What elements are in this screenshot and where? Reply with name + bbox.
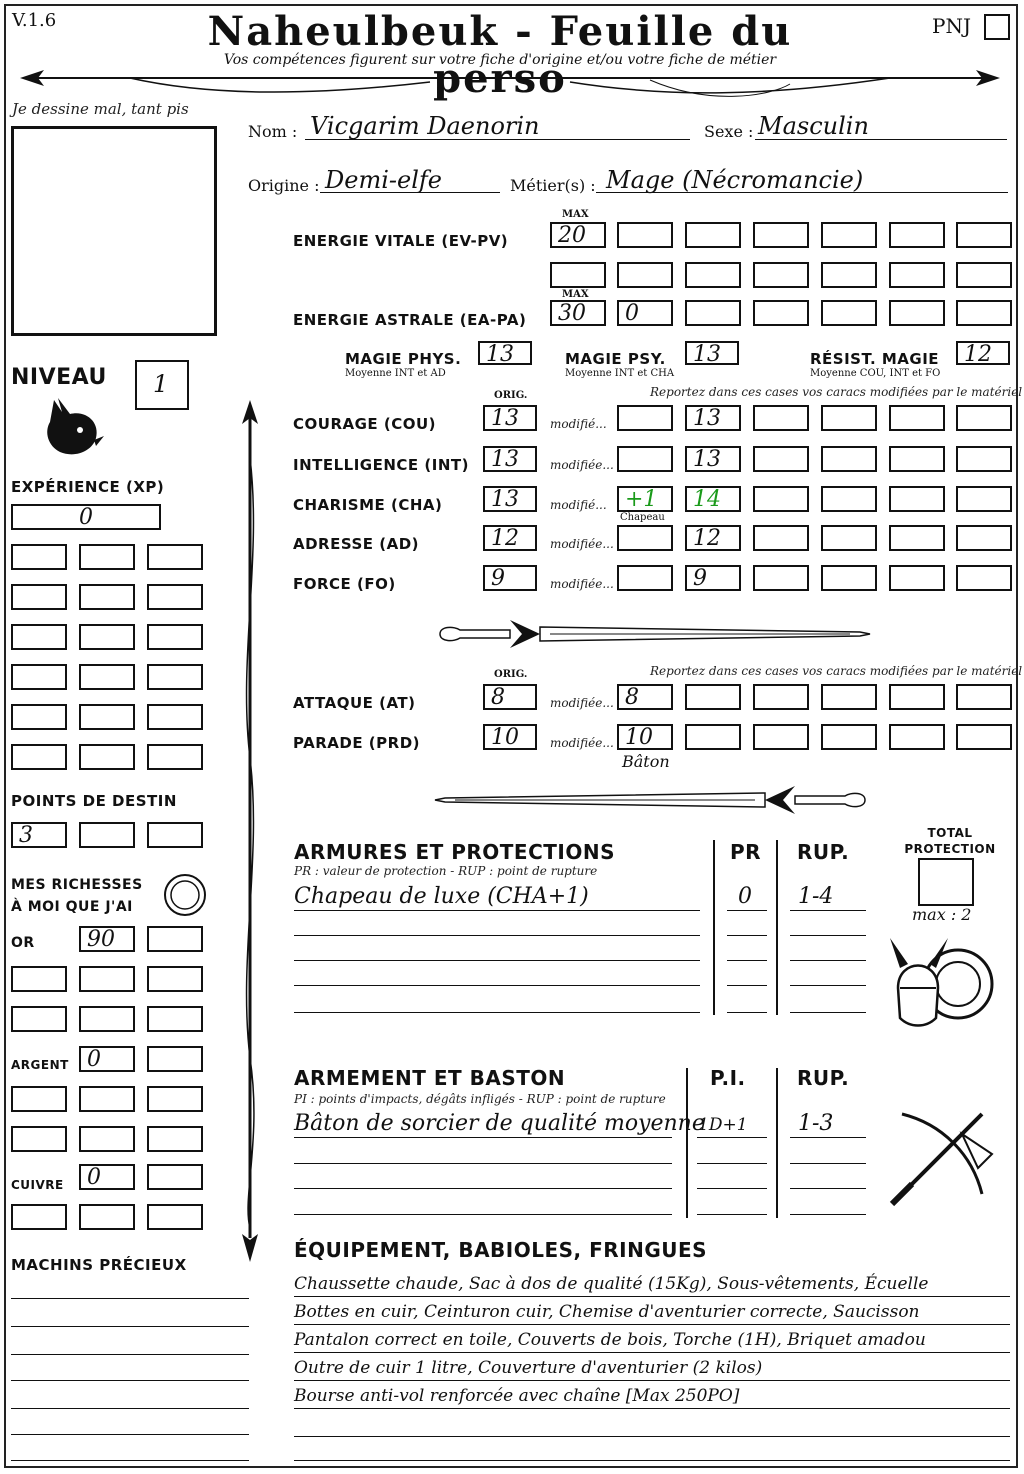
cuivre-box-2[interactable] (147, 1164, 203, 1190)
armures-subtitle: PR : valeur de protection - RUP : point de rupture (294, 864, 598, 878)
combat-report-note: Reportez dans ces cases vos caracs modifiées par le matériel (650, 664, 1023, 678)
combat-box[interactable] (821, 724, 877, 750)
armure-line[interactable] (294, 960, 700, 961)
ea-label: ENERGIE ASTRALE (EA-PA) (293, 311, 527, 329)
or-label: OR (11, 935, 35, 951)
argent-grid-box[interactable] (79, 1126, 135, 1152)
or-grid-box[interactable] (79, 1006, 135, 1032)
combat-label: ATTAQUE (AT) (293, 694, 416, 712)
stat-label: CHARISME (CHA) (293, 496, 443, 514)
ev-box[interactable] (889, 262, 945, 288)
ea-box[interactable] (889, 300, 945, 326)
ev-box[interactable] (617, 262, 673, 288)
stat-box[interactable] (956, 486, 1012, 512)
ev-box[interactable] (550, 262, 606, 288)
page-subtitle: Vos compétences figurent sur votre fiche d'origine et/ou votre fiche de métier (223, 52, 777, 68)
xp-box[interactable] (147, 624, 203, 650)
combat-box[interactable] (889, 684, 945, 710)
arme-rup-line[interactable] (790, 1214, 866, 1215)
ev-max-box[interactable]: 20 (550, 222, 606, 248)
stat-orig-box[interactable]: 13 (483, 405, 537, 431)
stat-box[interactable] (956, 525, 1012, 551)
sexe-value[interactable]: Masculin (758, 112, 869, 140)
destin-box-3[interactable] (147, 822, 203, 848)
ev-max-label: MAX (562, 209, 589, 220)
equipement-line[interactable] (294, 1408, 1010, 1409)
stat-mod-label: modifié... (550, 498, 607, 512)
arme-pi-line[interactable] (697, 1214, 767, 1215)
equipement-line[interactable] (294, 1460, 1010, 1461)
machins-line[interactable] (11, 1326, 249, 1327)
machins-line[interactable] (11, 1434, 249, 1435)
combat-value-box[interactable]: 8 (617, 684, 673, 710)
arme-line[interactable] (294, 1188, 672, 1189)
armure-pr-line[interactable] (727, 1012, 767, 1013)
ea-box[interactable] (956, 300, 1012, 326)
combat-label: PARADE (PRD) (293, 734, 421, 752)
cuivre-label: CUIVRE (11, 1178, 64, 1192)
arme-pi[interactable]: 1D+1 (698, 1115, 748, 1135)
armure-rup-line[interactable] (790, 960, 866, 961)
cuivre-grid-box[interactable] (79, 1204, 135, 1230)
ev-box[interactable] (685, 262, 741, 288)
xp-box[interactable] (79, 544, 135, 570)
pnj-label: PNJ (932, 14, 971, 38)
armement-rup-header: RUP. (797, 1066, 850, 1090)
arme-line[interactable] (294, 1214, 672, 1215)
armure-line[interactable] (294, 910, 700, 911)
armement-divider-1 (686, 1068, 688, 1218)
nom-label: Nom : (248, 122, 298, 141)
combat-box[interactable] (753, 724, 809, 750)
sword-ornament (430, 612, 875, 656)
armure-name[interactable]: Chapeau de luxe (CHA+1) (294, 884, 589, 909)
resist-magie-label: RÉSIST. MAGIE (810, 350, 940, 368)
top-arrow-ornament (10, 66, 1010, 100)
metier-value[interactable]: Mage (Nécromancie) (606, 166, 864, 194)
stat-orig-box[interactable]: 13 (483, 486, 537, 512)
sexe-line (755, 139, 1007, 140)
arme-rup[interactable]: 1-3 (798, 1111, 834, 1136)
experience-box[interactable]: 0 (11, 504, 161, 530)
machins-line[interactable] (11, 1460, 249, 1461)
armement-divider-2 (776, 1068, 778, 1218)
stat-box[interactable] (889, 446, 945, 472)
combat-mod-label: modifiée... (550, 696, 614, 710)
combat-orig-box[interactable]: 8 (483, 684, 537, 710)
ev-box[interactable] (956, 262, 1012, 288)
magie-psy-sub: Moyenne INT et CHA (565, 368, 675, 379)
niveau-box[interactable]: 1 (135, 360, 189, 410)
cuivre-box[interactable]: 0 (79, 1164, 135, 1190)
stat-box[interactable] (753, 446, 809, 472)
armure-line[interactable] (294, 1012, 700, 1013)
stat-note: Chapeau (620, 512, 665, 523)
equipement-line[interactable] (294, 1380, 1010, 1381)
xp-box[interactable] (79, 664, 135, 690)
ea-current-box[interactable]: 0 (617, 300, 673, 326)
stat-box[interactable] (821, 446, 877, 472)
total-protection-label-2: PROTECTION (904, 842, 996, 856)
armure-pr-line[interactable] (727, 960, 767, 961)
arme-pi-line[interactable] (697, 1163, 767, 1164)
portrait-box[interactable] (11, 126, 217, 336)
stat-box[interactable] (956, 405, 1012, 431)
equipement-line[interactable] (294, 1324, 1010, 1325)
stat-box[interactable] (753, 486, 809, 512)
stat-value-box[interactable]: 14 (685, 486, 741, 512)
ev-box[interactable] (753, 222, 809, 248)
stat-box[interactable] (821, 486, 877, 512)
combat-box[interactable] (956, 724, 1012, 750)
resist-magie-box[interactable]: 12 (956, 341, 1010, 365)
ev-label: ENERGIE VITALE (EV-PV) (293, 232, 509, 250)
xp-box[interactable] (11, 624, 67, 650)
armure-rup-line[interactable] (790, 1012, 866, 1013)
ea-box[interactable] (753, 300, 809, 326)
xp-box[interactable] (79, 624, 135, 650)
origine-label: Origine : (248, 176, 320, 195)
or-grid-box[interactable] (79, 966, 135, 992)
armure-rup-line[interactable] (790, 935, 866, 936)
ev-box[interactable] (753, 262, 809, 288)
weapons-icon (882, 1094, 1006, 1218)
coin-icon (162, 872, 208, 918)
stat-orig-box[interactable]: 9 (483, 565, 537, 591)
sexe-label: Sexe : (704, 122, 754, 141)
stat-label: ADRESSE (AD) (293, 535, 420, 553)
helmet-shield-icon (888, 928, 1000, 1040)
equipement-line[interactable] (294, 1296, 1010, 1297)
sword-ornament-2 (430, 778, 875, 822)
equipement-line-text[interactable]: Bottes en cuir, Ceinturon cuir, Chemise d'aventurier correcte, Saucisson (294, 1302, 920, 1322)
machins-line[interactable] (11, 1408, 249, 1409)
armement-subtitle: PI : points d'impacts, dégâts infligés - RUP : point de rupture (294, 1092, 666, 1106)
stat-mod-label: modifiée... (550, 577, 614, 591)
stats-report-note: Reportez dans ces cases vos caracs modifiées par le matériel (650, 385, 1023, 399)
armure-rup-line[interactable] (790, 910, 866, 911)
armures-rup-header: RUP. (797, 840, 850, 864)
destin-box-2[interactable] (79, 822, 135, 848)
stat-box[interactable] (821, 565, 877, 591)
combat-mod-label: modifiée... (550, 736, 614, 750)
ea-max-box[interactable]: 30 (550, 300, 606, 326)
nom-value[interactable]: Vicgarim Daenorin (310, 112, 540, 140)
stat-value-box[interactable]: 13 (685, 405, 741, 431)
stat-orig-box[interactable]: 12 (483, 525, 537, 551)
stat-box[interactable] (956, 565, 1012, 591)
resist-magie-sub: Moyenne COU, INT et FO (810, 368, 941, 379)
or-grid-box[interactable] (11, 1006, 67, 1032)
or-grid-box[interactable] (147, 1006, 203, 1032)
combat-value-box[interactable]: 10 (617, 724, 673, 750)
experience-label: EXPÉRIENCE (XP) (11, 478, 165, 496)
arme-name[interactable]: Bâton de sorcier de qualité moyenne (294, 1111, 705, 1136)
xp-box[interactable] (11, 544, 67, 570)
stat-label: INTELLIGENCE (INT) (293, 456, 469, 474)
version-label: V.1.6 (12, 10, 57, 31)
destin-box-1[interactable]: 3 (11, 822, 67, 848)
combat-orig-box[interactable]: 10 (483, 724, 537, 750)
argent-box[interactable]: 0 (79, 1046, 135, 1072)
ev-box[interactable] (956, 222, 1012, 248)
magie-phys-sub: Moyenne INT et AD (345, 368, 446, 379)
argent-grid-box[interactable] (79, 1086, 135, 1112)
xp-box[interactable] (147, 744, 203, 770)
combat-box[interactable] (685, 684, 741, 710)
protection-max-label: max : 2 (912, 905, 972, 924)
arme-line[interactable] (294, 1163, 672, 1164)
xp-box[interactable] (79, 584, 135, 610)
total-protection-label-1: TOTAL (927, 826, 973, 840)
stat-mod-box[interactable] (617, 405, 673, 431)
metier-label: Métier(s) : (510, 176, 596, 195)
or-grid-box[interactable] (11, 966, 67, 992)
xp-box[interactable] (79, 744, 135, 770)
equipement-line[interactable] (294, 1352, 1010, 1353)
xp-box[interactable] (11, 664, 67, 690)
stat-box[interactable] (753, 405, 809, 431)
stat-mod-box[interactable] (617, 525, 673, 551)
arme-pi-line[interactable] (697, 1137, 767, 1138)
stat-mod-box[interactable] (617, 565, 673, 591)
stat-box[interactable] (889, 405, 945, 431)
xp-box[interactable] (11, 744, 67, 770)
xp-box[interactable] (11, 704, 67, 730)
stat-mod-label: modifié... (550, 417, 607, 431)
armures-title: ARMURES ET PROTECTIONS (294, 840, 615, 864)
stat-box[interactable] (753, 565, 809, 591)
armures-divider-2 (776, 840, 778, 1015)
total-protection-box[interactable] (918, 858, 974, 906)
xp-box[interactable] (11, 584, 67, 610)
equipement-line-text[interactable]: Outre de cuir 1 litre, Couverture d'aventurier (2 kilos) (294, 1358, 763, 1378)
armure-pr-line[interactable] (727, 985, 767, 986)
page-title: Naheulbeuk - Feuille du perso (207, 8, 793, 102)
stat-box[interactable] (753, 525, 809, 551)
magie-phys-label: MAGIE PHYS. (345, 350, 462, 368)
cuivre-grid-box[interactable] (11, 1204, 67, 1230)
ev-box[interactable] (821, 262, 877, 288)
cuivre-grid-box[interactable] (147, 1204, 203, 1230)
stat-box[interactable] (821, 405, 877, 431)
machins-line[interactable] (11, 1354, 249, 1355)
stat-orig-box[interactable]: 13 (483, 446, 537, 472)
armure-pr-line[interactable] (727, 935, 767, 936)
combat-box[interactable] (956, 684, 1012, 710)
argent-grid-box[interactable] (147, 1086, 203, 1112)
armement-title: ARMEMENT ET BASTON (294, 1066, 566, 1090)
combat-box[interactable] (821, 684, 877, 710)
armure-pr-line[interactable] (727, 910, 767, 911)
stat-box[interactable] (956, 446, 1012, 472)
or-grid-box[interactable] (147, 966, 203, 992)
arme-pi-line[interactable] (697, 1188, 767, 1189)
combat-box[interactable] (753, 684, 809, 710)
or-box-2[interactable] (147, 926, 203, 952)
ea-max-label: MAX (562, 289, 589, 300)
armure-line[interactable] (294, 985, 700, 986)
arme-rup-line[interactable] (790, 1163, 866, 1164)
stat-label: FORCE (FO) (293, 575, 396, 593)
stat-box[interactable] (889, 525, 945, 551)
ea-box[interactable] (685, 300, 741, 326)
argent-label: ARGENT (11, 1058, 69, 1072)
metier-line (596, 192, 1008, 193)
stat-value-box[interactable]: 9 (685, 565, 741, 591)
stat-mod-box[interactable] (617, 446, 673, 472)
destin-label: POINTS DE DESTIN (11, 792, 177, 810)
ev-box[interactable] (685, 222, 741, 248)
arme-rup-line[interactable] (790, 1188, 866, 1189)
armure-pr[interactable]: 0 (738, 884, 752, 909)
pnj-checkbox[interactable] (984, 14, 1010, 40)
stat-box[interactable] (889, 486, 945, 512)
machins-label: MACHINS PRÉCIEUX (11, 1256, 187, 1274)
equipement-line[interactable] (294, 1436, 1010, 1437)
armure-rup-line[interactable] (790, 985, 866, 986)
magie-psy-label: MAGIE PSY. (565, 350, 666, 368)
stat-label: COURAGE (COU) (293, 415, 437, 433)
origine-line (320, 192, 500, 193)
stat-value-box[interactable]: 12 (685, 525, 741, 551)
combat-box[interactable] (889, 724, 945, 750)
armement-pi-header: P.I. (710, 1066, 746, 1090)
argent-box-2[interactable] (147, 1046, 203, 1072)
stat-mod-box[interactable]: +1 (617, 486, 673, 512)
argent-grid-box[interactable] (147, 1126, 203, 1152)
combat-box[interactable] (685, 724, 741, 750)
stat-box[interactable] (821, 525, 877, 551)
xp-box[interactable] (147, 664, 203, 690)
or-box[interactable]: 90 (79, 926, 135, 952)
magie-psy-box[interactable]: 13 (685, 341, 739, 365)
dragon-icon (40, 392, 106, 464)
ea-box[interactable] (821, 300, 877, 326)
equipement-title: ÉQUIPEMENT, BABIOLES, FRINGUES (294, 1238, 708, 1262)
argent-grid-box[interactable] (11, 1126, 67, 1152)
ev-box[interactable] (617, 222, 673, 248)
equipement-line-text[interactable]: Pantalon correct en toile, Couverts de bois, Torche (1H), Briquet amadou (294, 1330, 926, 1350)
armure-line[interactable] (294, 935, 700, 936)
arme-line[interactable] (294, 1137, 672, 1138)
stat-box[interactable] (889, 565, 945, 591)
xp-box[interactable] (147, 584, 203, 610)
xp-box[interactable] (147, 704, 203, 730)
equipement-line-text[interactable]: Bourse anti-vol renforcée avec chaîne [Max 250PO] (294, 1386, 740, 1406)
portrait-caption: Je dessine mal, tant pis (12, 100, 189, 118)
argent-grid-box[interactable] (11, 1086, 67, 1112)
spear-ornament (232, 398, 268, 1264)
stat-value-box[interactable]: 13 (685, 446, 741, 472)
origine-value[interactable]: Demi-elfe (325, 166, 442, 194)
ev-box[interactable] (889, 222, 945, 248)
armures-divider-1 (713, 840, 715, 1015)
machins-line[interactable] (11, 1298, 249, 1299)
stat-mod-label: modifiée... (550, 537, 614, 551)
equipement-line-text[interactable]: Chaussette chaude, Sac à dos de qualité (15Kg), Sous-vêtements, Écuelle (294, 1274, 929, 1294)
richesses-label-1: MES RICHESSES (11, 877, 143, 893)
combat-note: Bâton (622, 752, 670, 771)
stat-mod-label: modifiée... (550, 458, 614, 472)
xp-box[interactable] (79, 704, 135, 730)
niveau-label: NIVEAU (11, 365, 107, 390)
armure-rup[interactable]: 1-4 (798, 884, 834, 909)
richesses-label-2: À MOI QUE J'AI (11, 899, 133, 915)
machins-line[interactable] (11, 1380, 249, 1381)
xp-box[interactable] (147, 544, 203, 570)
magie-phys-box[interactable]: 13 (478, 341, 532, 365)
combat-orig-label: ORIG. (494, 669, 528, 680)
orig-label: ORIG. (494, 390, 528, 401)
ev-box[interactable] (821, 222, 877, 248)
arme-rup-line[interactable] (790, 1137, 866, 1138)
nom-line (305, 139, 690, 140)
armures-pr-header: PR (730, 840, 762, 864)
